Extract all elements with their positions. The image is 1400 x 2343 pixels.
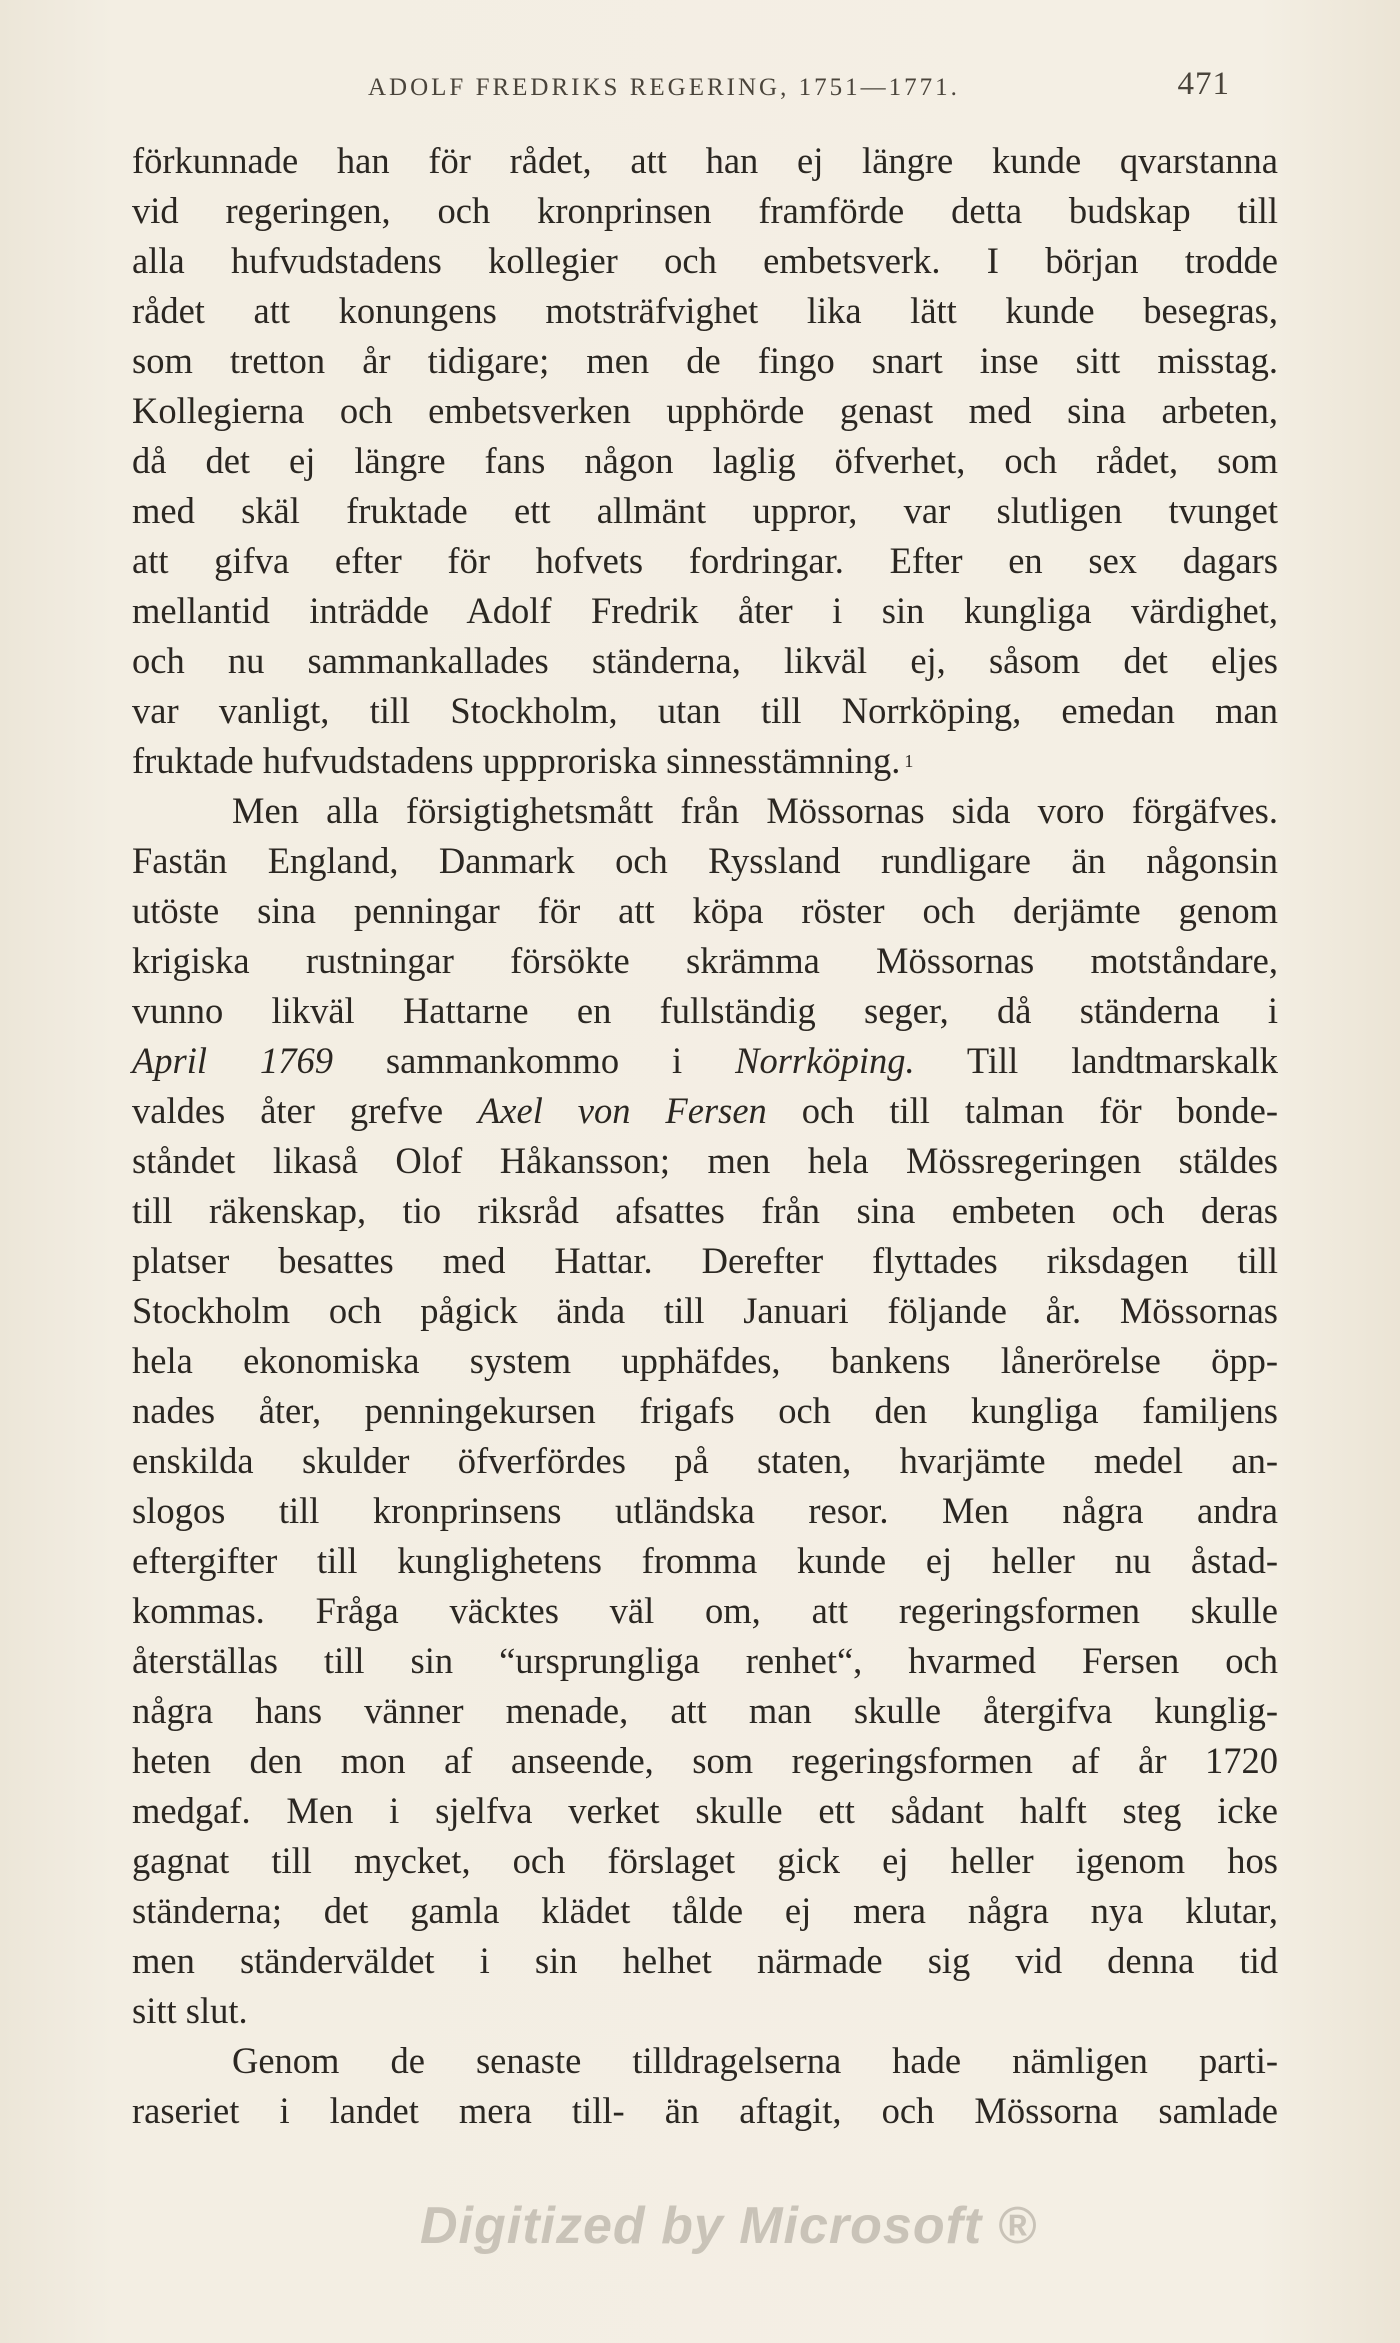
text-line: rådet att konungens motsträfvighet lika lätt kunde besegras, [132,290,1278,331]
paragraph-end-line: sitt slut. [132,1990,248,2031]
text-span: fruktade hufvudstadens uppproriska sinnesstämning. [132,740,901,781]
italic-name: Axel von Fersen [478,1090,767,1131]
paragraph-end-line [132,736,1278,786]
text-line: förkunnade han för rådet, att han ej längre kunde qvarstanna [132,140,1278,181]
italic-year: 1769 [259,1040,333,1081]
text-line: mellantid inträdde Adolf Fredrik åter i sin kungliga värdighet, [132,590,1278,631]
page-number: 471 [1177,66,1230,102]
running-title: ADOLF FREDRIKS REGERING, 1751—1771. [368,74,960,101]
text-span: sammankommo i [385,1040,683,1081]
text-line: och nu sammankallades ständerna, likväl ej, såsom det eljes [132,640,1278,681]
text-line: enskilda skulder öfverfördes på staten, hvarjämte medel an- [132,1440,1278,1481]
text-line: då det ej längre fans någon laglig öfverhet, och rådet, som [132,440,1278,481]
paragraph-start-line: Genom de senaste tilldragelserna hade nämligen parti- [232,2040,1278,2081]
text-line-mixed [132,1086,1278,1136]
text-line: ståndet likaså Olof Håkansson; men hela Mössregeringen stäldes [132,1140,1278,1181]
text-line: kommas. Fråga väcktes väl om, att regeringsformen skulle [132,1590,1278,1631]
text-line: medgaf. Men i sjelfva verket skulle ett sådant halft steg icke [132,1790,1278,1831]
italic-month: April [132,1040,208,1081]
text-line: alla hufvudstadens kollegier och embetsverk. I början trodde [132,240,1278,281]
digitization-watermark: Digitized by Microsoft ® [420,2197,1037,2255]
text-line: var vanligt, till Stockholm, utan till Norrköping, emedan man [132,690,1278,731]
text-line: men ständerväldet i sin helhet närmade sig vid denna tid [132,1940,1278,1981]
text-line: utöste sina penningar för att köpa röster och derjämte genom [132,890,1278,931]
text-line: Stockholm och pågick ända till Januari följande år. Mössornas [132,1290,1278,1331]
running-head [132,66,1230,106]
text-line: platser besattes med Hattar. Derefter flyttades riksdagen till [132,1240,1278,1281]
footnote-marker: 1 [904,751,914,771]
text-line: slogos till kronprinsens utländska resor. Men några andra [132,1490,1278,1531]
text-span: valdes åter grefve [132,1090,444,1131]
text-line: återställas till sin “ursprungliga renhet“, hvarmed Fersen och [132,1640,1278,1681]
text-line: nades åter, penningekursen frigafs och den kungliga familjens [132,1390,1278,1431]
text-line-mixed [132,1036,1278,1086]
text-line: att gifva efter för hofvets fordringar. Efter en sex dagars [132,540,1278,581]
text-line: som tretton år tidigare; men de fingo snart inse sitt misstag. [132,340,1278,381]
text-line: vunno likväl Hattarne en fullständig seger, då ständerna i [132,990,1278,1031]
text-line: ständerna; det gamla klädet tålde ej mera några nya klutar, [132,1890,1278,1931]
text-line: krigiska rustningar försökte skrämma Mössornas motståndare, [132,940,1278,981]
text-line: Kollegierna och embetsverken upphörde genast med sina arbeten, [132,390,1278,431]
text-line: några hans vänner menade, att man skulle återgifva kunglig- [132,1690,1278,1731]
paragraph-start-line: Men alla försigtighetsmått från Mössornas sida voro förgäfves. [232,790,1278,831]
text-line: eftergifter till kunglighetens fromma kunde ej heller nu åstad- [132,1540,1278,1581]
text-span: Till landtmarskalk [966,1040,1279,1081]
text-line: raseriet i landet mera till- än aftagit, och Mössorna samlade [132,2090,1278,2131]
text-line: med skäl fruktade ett allmänt uppror, var slutligen tvunget [132,490,1278,531]
body-text [132,136,1278,2136]
text-line: Fastän England, Danmark och Ryssland rundligare än någonsin [132,840,1278,881]
text-line: heten den mon af anseende, som regeringsformen af år 1720 [132,1740,1278,1781]
text-line: gagnat till mycket, och förslaget gick ej heller igenom hos [132,1840,1278,1881]
text-line: vid regeringen, och kronprinsen framförde detta budskap till [132,190,1278,231]
text-line: till räkenskap, tio riksråd afsattes från sina embeten och deras [132,1190,1278,1231]
italic-place: Norrköping. [735,1040,915,1081]
text-line: hela ekonomiska system upphäfdes, bankens lånerörelse öpp- [132,1340,1278,1381]
text-span: och till talman för bonde- [801,1090,1279,1131]
